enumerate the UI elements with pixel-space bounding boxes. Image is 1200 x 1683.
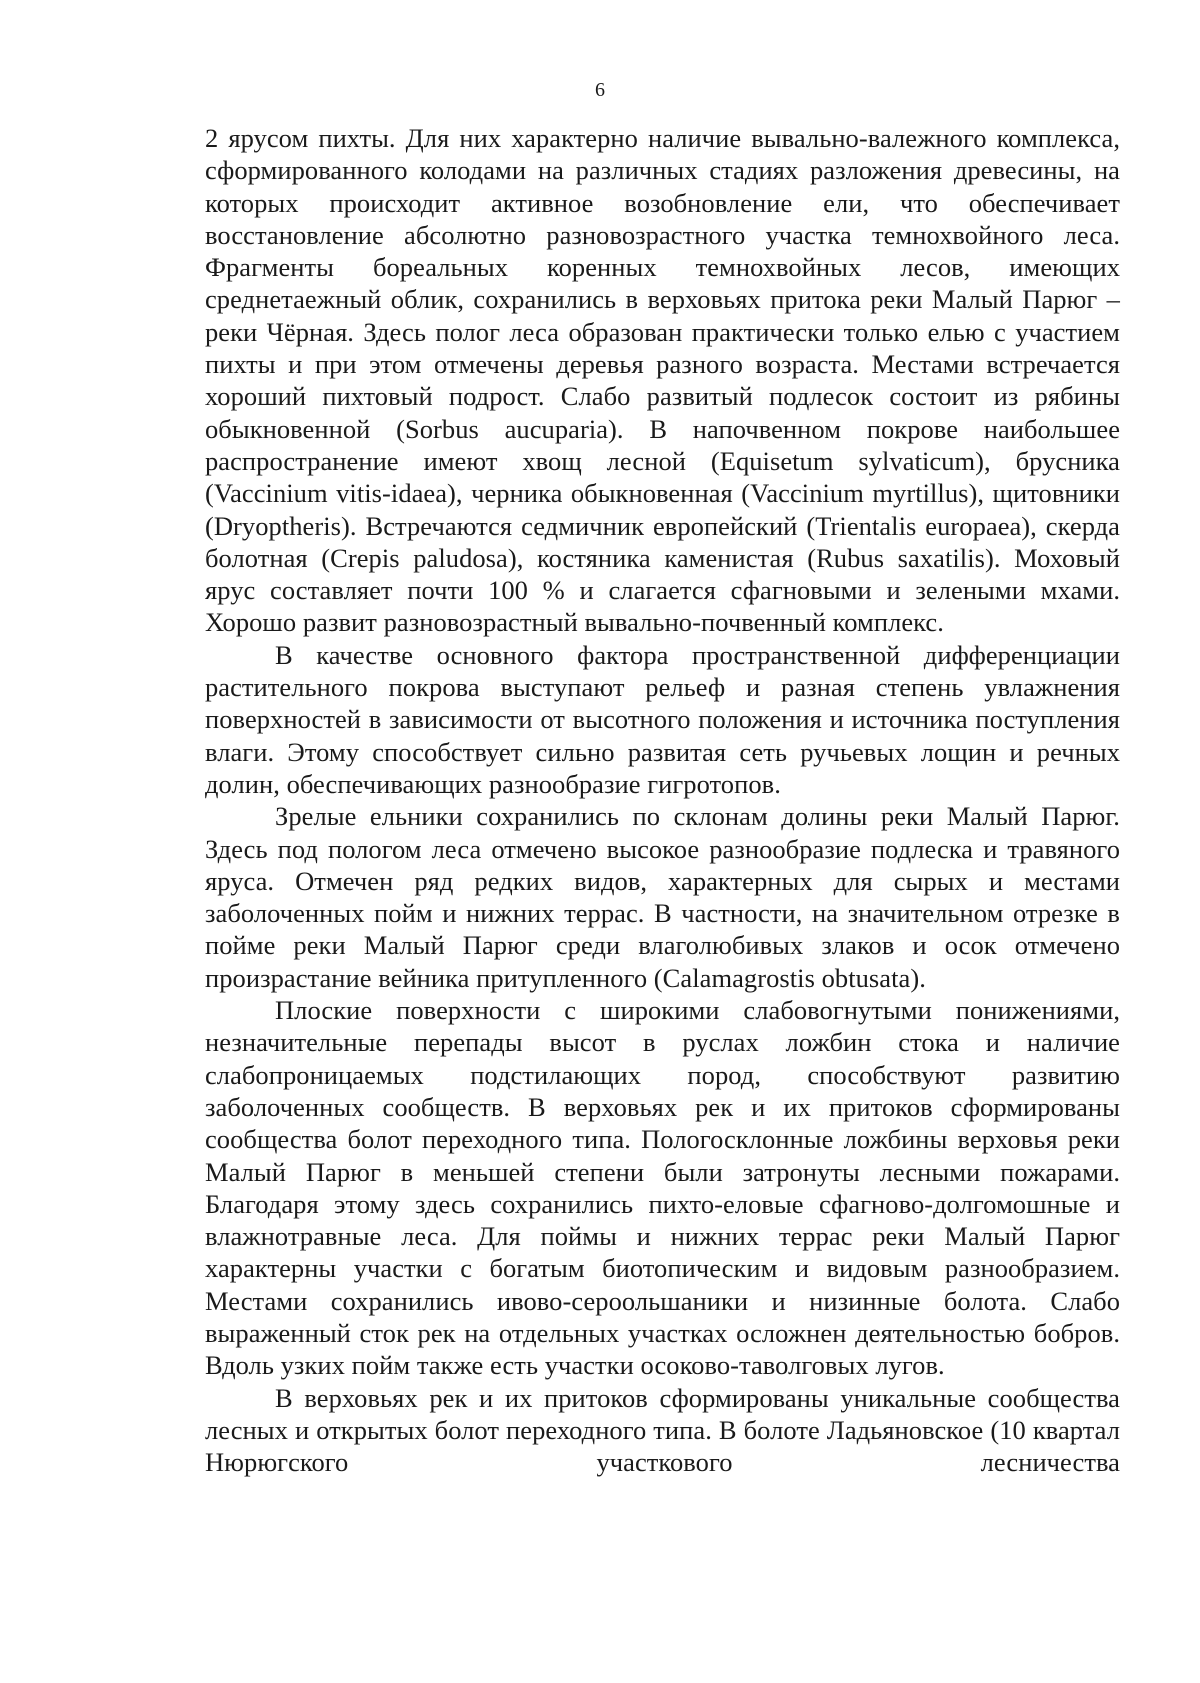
paragraph-1: 2 ярусом пихты. Для них характерно наличие вывально-валежного комплекса, сформированного колодами на различных стадиях разложения древесины, на которых происходит активное возобновление ели, что обеспечивает восстановление абсолютно разновозрастного участка темнохвойного леса. Фрагменты бореальных коренных темнохвойных лесов, имеющих среднетаежный облик, сохранились в верховьях притока реки Малый Парюг – реки Чёрная. Здесь полог леса образован практически только елью с участием пихты и при этом отмечены деревья разного возраста. Местами встречается хороший пихтовый подрост. Слабо развитый подлесок состоит из рябины обыкновенной (Sorbus aucuparia). В напочвенном покрове наибольшее распространение имеют хвощ лесной (Equisetum sylvaticum), брусника (Vaccinium vitis-idaea), черника обыкновенная (Vaccinium myrtillus), щитовники (Dryoptheris). Встречаются седмичник европейский (Trientalis europaea), скерда болотная (Crepis paludosa), костяника каменистая (Rubus saxatilis). Моховый ярус составляет почти 100 % и слагается сфагновыми и зелеными мхами. Хорошо развит разновозрастный вывально-почвенный комплекс. bbox=[205, 123, 1120, 638]
paragraph-5: В верховьях рек и их притоков сформированы уникальные сообщества лесных и открытых болот переходного типа. В болоте Ладьяновское (10 квартал Нюрюгского участкового лесничества bbox=[205, 1382, 1120, 1478]
paragraph-2: В качестве основного фактора пространственной дифференциации растительного покрова выступают рельеф и разная степень увлажнения поверхностей в зависимости от высотного положения и источника поступления влаги. Этому способствует сильно развитая сеть ручьевых лощин и речных долин, обеспечивающих разнообразие гигротопов. bbox=[205, 639, 1120, 799]
paragraph-4: Плоские поверхности с широкими слабовогнутыми понижениями, незначительные перепады высот в руслах ложбин стока и наличие слабопроницаемых подстилающих пород, способствуют развитию заболоченных сообществ. В верховьях рек и их притоков сформированы сообщества болот переходного типа. Пологосклонные ложбины верховья реки Малый Парюг в меньшей степени были затронуты лесными пожарами. Благодаря этому здесь сохранились пихто-еловые сфагново-долгомошные и влажнотравные леса. Для поймы и нижних террас реки Малый Парюг характерны участки с богатым биотопическим и видовым разнообразием. Местами сохранились ивово-сероольшаники и низинные болота. Слабо выраженный сток рек на отдельных участках осложнен деятельностью бобров. Вдоль узких пойм также есть участки осоково-таволговых лугов. bbox=[205, 995, 1120, 1381]
text-body bbox=[205, 122, 1120, 1478]
paragraph-3: Зрелые ельники сохранились по склонам долины реки Малый Парюг. Здесь под пологом леса отмечено высокое разнообразие подлеска и травяного яруса. Отмечен ряд редких видов, характерных для сырых и местами заболоченных пойм и нижних террас. В частности, на значительном отрезке в пойме реки Малый Парюг среди влаголюбивых злаков и осок отмечено произрастание вейника притупленного (Calamagrostis obtusata). bbox=[205, 801, 1120, 993]
page-number: 6 bbox=[595, 79, 605, 101]
